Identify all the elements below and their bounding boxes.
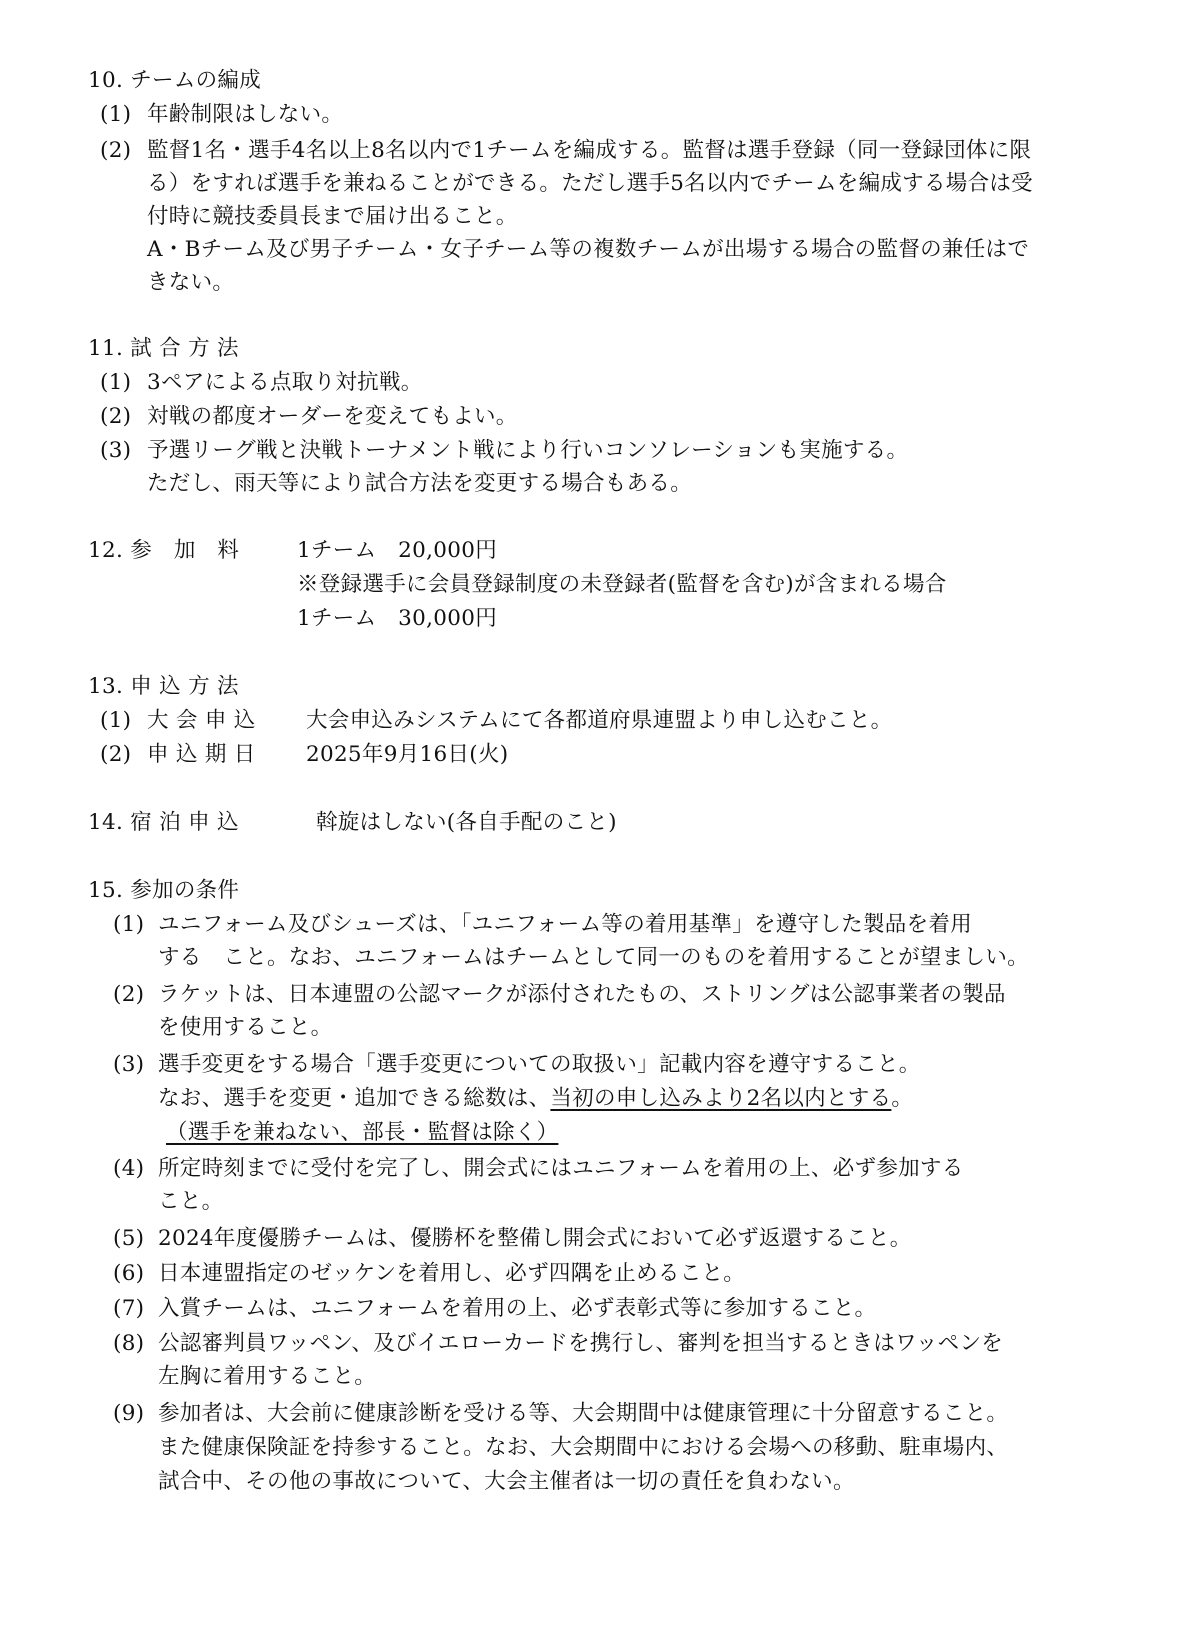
sec11-item3-line1: 予選リーグ戦と決戦トーナメント戦により行いコンソレーションも実施する。 bbox=[147, 438, 909, 463]
sec15-item3-line2-end: 。 bbox=[891, 1086, 914, 1111]
sec15-item8-num: (8) bbox=[113, 1331, 145, 1356]
sec10-item1-text: 年齢制限はしない。 bbox=[147, 102, 344, 127]
sec15-item7-text: 入賞チームは、ユニフォームを着用の上、必ず表彰式等に参加すること。 bbox=[158, 1296, 877, 1321]
sec15-item3-line2 bbox=[158, 1082, 913, 1116]
sec15-item5-num: (5) bbox=[113, 1226, 145, 1251]
section-14-title: 14. 宿 泊 申 込 bbox=[88, 810, 239, 835]
sec15-item4-line2: こと。 bbox=[158, 1189, 224, 1214]
sec15-item3-line2-underlined: 当初の申し込みより2名以内とする bbox=[550, 1086, 892, 1111]
sec15-item9-line1: 参加者は、大会前に健康診断を受ける等、大会期間中は健康管理に十分留意すること。 bbox=[158, 1401, 1009, 1426]
section-15-title: 15. 参加の条件 bbox=[88, 878, 240, 903]
sec15-item2-num: (2) bbox=[113, 982, 145, 1007]
section-12-title: 12. 参 加 料 bbox=[88, 538, 240, 563]
sec15-item7-num: (7) bbox=[113, 1296, 145, 1321]
sec10-item2-line2: る）をすれば選手を兼ねることができる。ただし選手5名以内でチームを編成する場合は受 bbox=[147, 171, 1033, 196]
sec13-item1-text: 大会申込みシステムにて各都道府県連盟より申し込むこと。 bbox=[306, 708, 893, 733]
sec15-item3-line1: 選手変更をする場合「選手変更についての取扱い」記載内容を遵守すること。 bbox=[158, 1052, 921, 1077]
sec15-item6-text: 日本連盟指定のゼッケンを着用し、必ず四隅を止めること。 bbox=[158, 1261, 746, 1286]
sec15-item9-line2: また健康保険証を持参すること。なお、大会期間中における会場への移動、駐車場内、 bbox=[158, 1435, 1009, 1460]
fee-unregistered: 1チーム 30,000円 bbox=[297, 606, 498, 631]
section-13-title: 13. 申 込 方 法 bbox=[88, 674, 239, 699]
fee-standard: 1チーム 20,000円 bbox=[297, 538, 498, 563]
sec10-item2-num: (2) bbox=[100, 138, 132, 163]
sec15-item2-line1: ラケットは、日本連盟の公認マークが添付されたもの、ストリングは公認事業者の製品 bbox=[158, 982, 1006, 1007]
sec10-item2-line1: 監督1名・選手4名以上8名以内で1チームを編成する。監督は選手登録（同一登録団体に限 bbox=[147, 138, 1032, 163]
sec15-item3-line3: （選手を兼ねない、部長・監督は除く） bbox=[166, 1120, 559, 1145]
sec15-item4-line1: 所定時刻までに受付を完了し、開会式にはユニフォームを着用の上、必ず参加する bbox=[158, 1156, 964, 1181]
sec15-item5-text: 2024年度優勝チームは、優勝杯を整備し開会式において必ず返還すること。 bbox=[158, 1226, 912, 1251]
sec11-item2-num: (2) bbox=[100, 404, 132, 429]
sec15-item2-line2: を使用すること。 bbox=[158, 1015, 333, 1040]
sec10-item1-num: (1) bbox=[100, 102, 132, 127]
sec10-item2-line5: きない。 bbox=[147, 270, 235, 295]
sec15-item8-line2: 左胸に着用すること。 bbox=[158, 1364, 377, 1389]
sec13-item1-num: (1) bbox=[100, 708, 132, 733]
sec11-item1-text: 3ペアによる点取り対抗戦。 bbox=[147, 370, 423, 395]
sec15-item1-line1: ユニフォーム及びシューズは、「ユニフォーム等の着用基準」を遵守した製品を着用 bbox=[158, 912, 972, 937]
sec10-item2-line4: A・Bチーム及び男子チーム・女子チーム等の複数チームが出場する場合の監督の兼任はで bbox=[147, 237, 1030, 262]
sec11-item3-line2: ただし、雨天等により試合方法を変更する場合もある。 bbox=[147, 471, 693, 496]
sec15-item1-line2: する こと。なお、ユニフォームはチームとして同一のものを着用することが望ましい。 bbox=[158, 945, 1029, 970]
sec13-item2-label: 申 込 期 日 bbox=[147, 742, 256, 767]
sec15-item9-num: (9) bbox=[113, 1401, 145, 1426]
fee-note: ※登録選手に会員登録制度の未登録者(監督を含む)が含まれる場合 bbox=[297, 572, 947, 597]
sec13-item2-num: (2) bbox=[100, 742, 132, 767]
section-10-title: 10. チームの編成 bbox=[88, 68, 262, 93]
section-11-title: 11. 試 合 方 法 bbox=[88, 336, 239, 361]
sec13-item1-label: 大 会 申 込 bbox=[147, 708, 256, 733]
sec15-item3-line2-a: なお、選手を変更・追加できる総数は、 bbox=[158, 1086, 551, 1111]
sec11-item1-num: (1) bbox=[100, 370, 132, 395]
sec13-item2-text: 2025年9月16日(火) bbox=[306, 742, 509, 767]
sec15-item6-num: (6) bbox=[113, 1261, 145, 1286]
sec11-item3-num: (3) bbox=[100, 438, 132, 463]
sec15-item1-num: (1) bbox=[113, 912, 145, 937]
sec10-item2-line3: 付時に競技委員長まで届け出ること。 bbox=[147, 204, 518, 229]
sec14-text: 斡旋はしない(各自手配のこと) bbox=[316, 810, 617, 835]
sec15-item8-line1: 公認審判員ワッペン、及びイエローカードを携行し、審判を担当するときはワッペンを bbox=[158, 1331, 1004, 1356]
sec15-item4-num: (4) bbox=[113, 1156, 145, 1181]
sec15-item3-num: (3) bbox=[113, 1052, 145, 1077]
sec15-item9-line3: 試合中、その他の事故について、大会主催者は一切の責任を負わない。 bbox=[158, 1469, 855, 1494]
sec11-item2-text: 対戦の都度オーダーを変えてもよい。 bbox=[147, 404, 518, 429]
